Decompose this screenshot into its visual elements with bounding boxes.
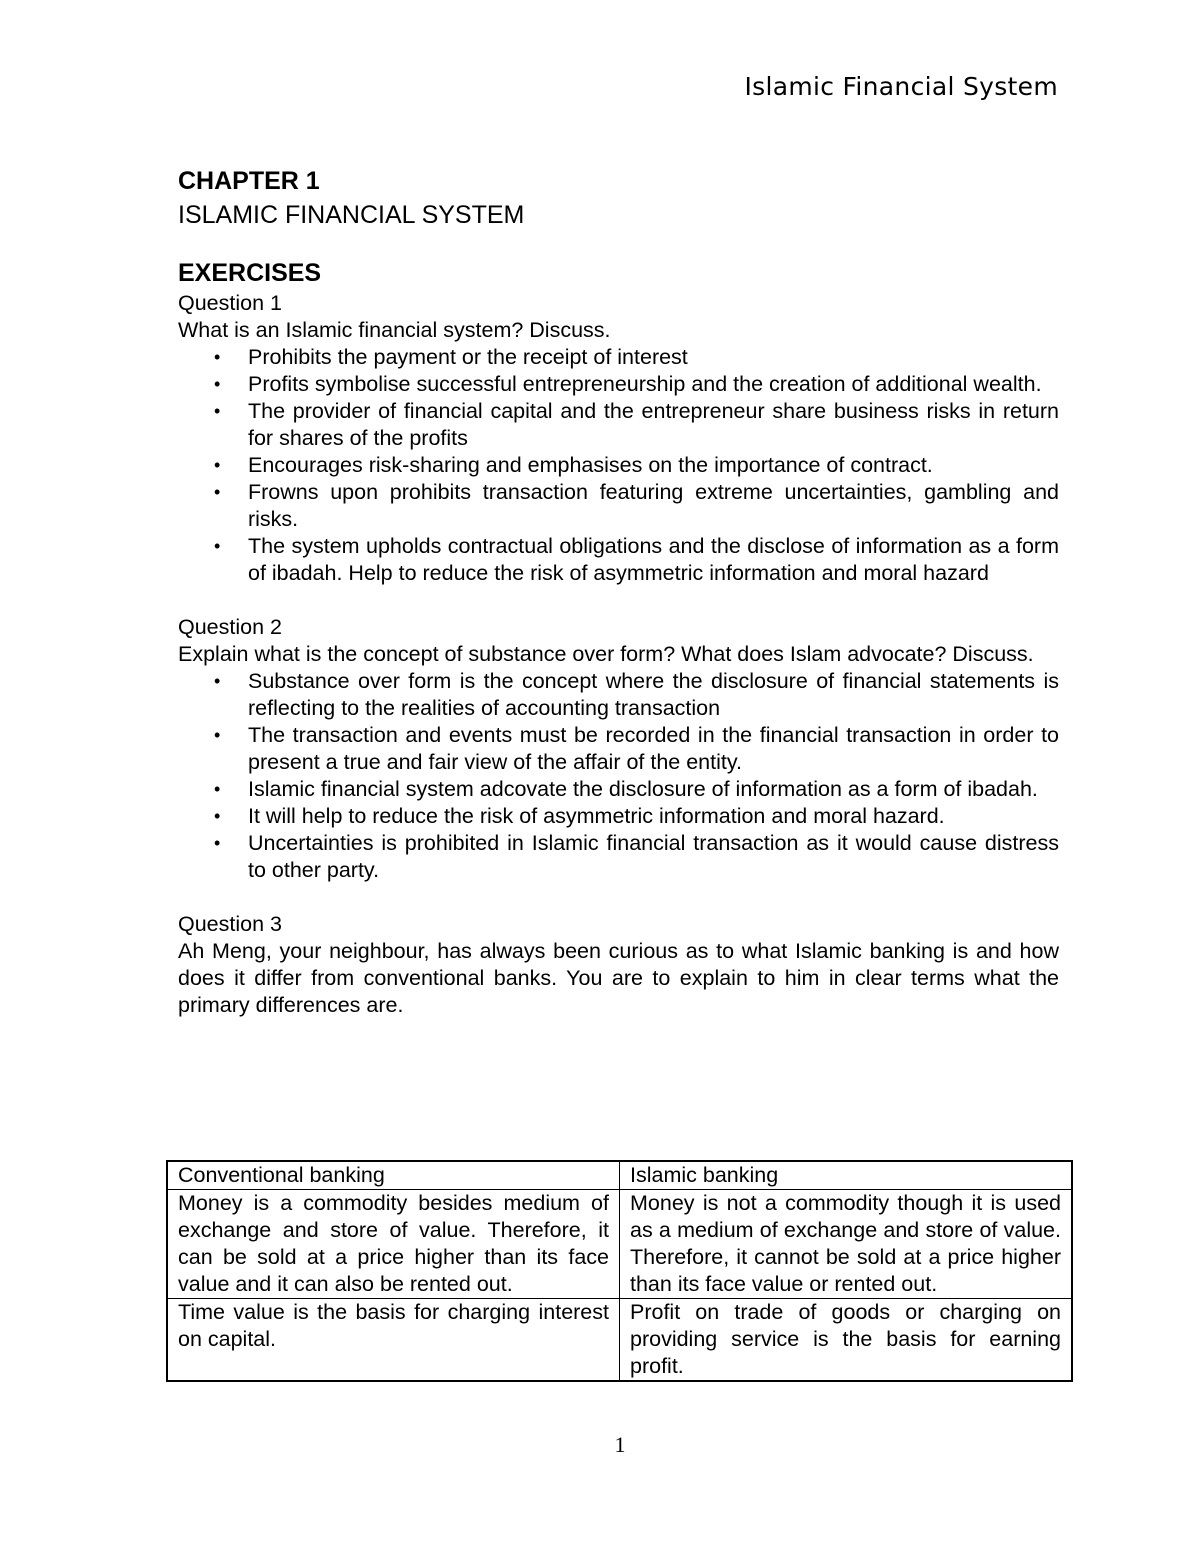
- bullet-icon: •: [214, 482, 221, 502]
- chapter-number: CHAPTER 1: [178, 167, 320, 195]
- page-content: [178, 164, 1059, 1019]
- question-1-text: What is an Islamic financial system? Discuss.: [178, 318, 611, 342]
- answer-text: Profits symbolise successful entrepreneurship and the creation of additional wealth.: [248, 372, 1042, 396]
- answer-text: Frowns upon prohibits transaction featuring extreme uncertainties, gambling and risks.: [248, 480, 1059, 531]
- bullet-icon: •: [214, 779, 221, 799]
- table-cell: Money is a commodity besides medium of exchange and store of value. Therefore, it can be sold at a price higher than its face value and it can also be rented out.: [167, 1190, 620, 1299]
- answer-text: The provider of financial capital and the entrepreneur share business risks in return for shares of the profits: [248, 399, 1059, 450]
- answer-text: Substance over form is the concept where the disclosure of financial statements is reflecting to the realities of accounting transaction: [248, 669, 1059, 720]
- table-row: [167, 1190, 1072, 1299]
- question-1-label: Question 1: [178, 291, 282, 315]
- list-item: [178, 722, 1059, 776]
- bullet-icon: •: [214, 347, 221, 367]
- bullet-icon: •: [214, 455, 221, 475]
- bullet-icon: •: [214, 671, 221, 691]
- question-3-label: Question 3: [178, 912, 282, 936]
- list-item: [178, 398, 1059, 452]
- list-item: [178, 668, 1059, 722]
- list-item: [178, 371, 1059, 398]
- question-2-label: Question 2: [178, 615, 282, 639]
- column-header-islamic: Islamic banking: [620, 1161, 1073, 1190]
- list-item: [178, 479, 1059, 533]
- bullet-icon: •: [214, 374, 221, 394]
- question-2-text: Explain what is the concept of substance over form? What does Islam advocate? Discuss.: [178, 642, 1034, 666]
- question-3-text: Ah Meng, your neighbour, has always been curious as to what Islamic banking is and how does it differ from conventional banks. You are to explain to him in clear terms what the primary differences are.: [178, 939, 1059, 1017]
- answer-text: Uncertainties is prohibited in Islamic financial transaction as it would cause distress to other party.: [248, 831, 1059, 882]
- table-cell: Profit on trade of goods or charging on providing service is the basis for earning profit.: [620, 1299, 1073, 1382]
- bullet-icon: •: [214, 833, 221, 853]
- running-header: Islamic Financial System: [744, 72, 1058, 101]
- list-item: [178, 830, 1059, 884]
- answer-text: Prohibits the payment or the receipt of interest: [248, 345, 688, 369]
- list-item: [178, 533, 1059, 587]
- answer-text: Islamic financial system adcovate the disclosure of information as a form of ibadah.: [248, 777, 1038, 801]
- exercises-heading: EXERCISES: [178, 259, 322, 287]
- bullet-icon: •: [214, 401, 221, 421]
- table-cell: Money is not a commodity though it is used as a medium of exchange and store of value. Therefore, it cannot be sold at a price higher than its face value or rented out.: [620, 1190, 1073, 1299]
- answer-text: The system upholds contractual obligations and the disclose of information as a form of ibadah. Help to reduce the risk of asymmetric information and moral hazard: [248, 534, 1059, 585]
- answer-text: Encourages risk-sharing and emphasises on the importance of contract.: [248, 453, 933, 477]
- list-item: [178, 344, 1059, 371]
- answer-text: The transaction and events must be recorded in the financial transaction in order to present a true and fair view of the affair of the entity.: [248, 723, 1059, 774]
- table-header-row: [167, 1161, 1072, 1190]
- column-header-conventional: Conventional banking: [167, 1161, 620, 1190]
- bullet-icon: •: [214, 725, 221, 745]
- list-item: [178, 803, 1059, 830]
- list-item: [178, 776, 1059, 803]
- table-cell: Time value is the basis for charging interest on capital.: [167, 1299, 620, 1382]
- bullet-icon: •: [214, 806, 221, 826]
- table-row: [167, 1299, 1072, 1382]
- page-number: 1: [614, 1432, 626, 1457]
- question-1-answers: [178, 344, 1059, 587]
- comparison-table: [166, 1160, 1073, 1382]
- question-2-answers: [178, 668, 1059, 884]
- answer-text: It will help to reduce the risk of asymmetric information and moral hazard.: [248, 804, 945, 828]
- chapter-title: ISLAMIC FINANCIAL SYSTEM: [178, 201, 525, 229]
- bullet-icon: •: [214, 536, 221, 556]
- list-item: [178, 452, 1059, 479]
